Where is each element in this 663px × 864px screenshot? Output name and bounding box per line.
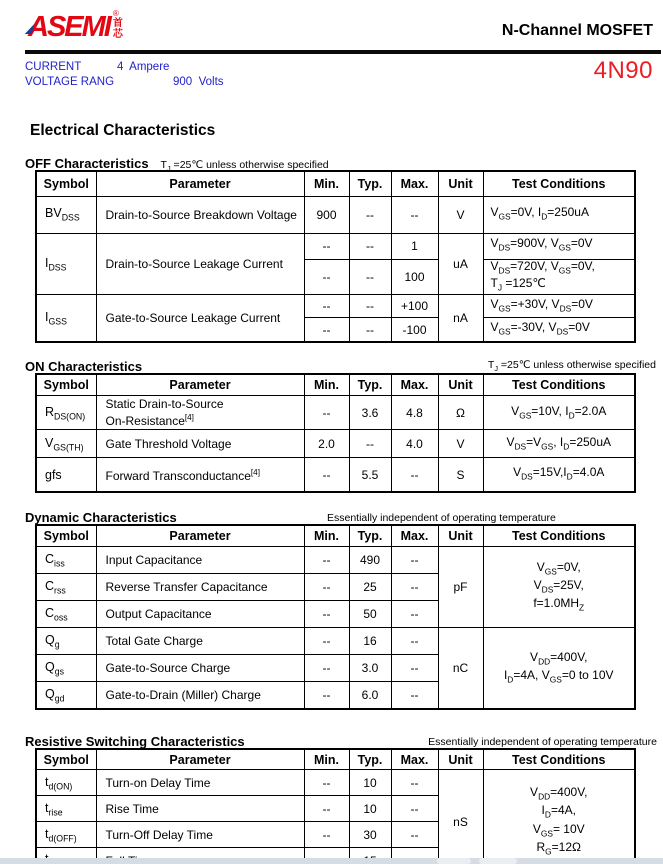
cell-symbol: $t_{rise}$ xyxy=(36,796,96,822)
cell-min: -- xyxy=(304,770,349,796)
cell-max: +100 xyxy=(391,295,438,318)
cell-symbol: $Q_{gs}$ xyxy=(36,655,96,682)
cell-typ: -- xyxy=(349,430,391,458)
section-heading-on xyxy=(25,358,661,373)
cell-typ: 490 xyxy=(349,547,391,574)
table-row xyxy=(36,295,635,318)
cell-unit: nA xyxy=(438,295,483,342)
col-header-min: Min. xyxy=(304,171,349,196)
cell-typ: -- xyxy=(349,295,391,318)
cell-test-conditions: $V_{DS}=900V$, $V_{GS}=0V$ xyxy=(483,233,635,259)
cell-min: -- xyxy=(304,295,349,318)
cell-max: -- xyxy=(391,547,438,574)
cell-typ: -- xyxy=(349,259,391,295)
cell-parameter: Input Capacitance xyxy=(96,547,304,574)
device-type-title: N-Channel MOSFET xyxy=(501,22,653,39)
col-header-symbol: Symbol xyxy=(36,171,96,196)
header-rule xyxy=(25,50,661,54)
cell-parameter: Total Gate Charge xyxy=(96,628,304,655)
cell-parameter: Forward Transconductance[4] xyxy=(96,458,304,492)
col-header-test-conditions: Test Conditions xyxy=(483,171,635,196)
cell-symbol: gfs xyxy=(36,458,96,492)
cell-min: -- xyxy=(304,628,349,655)
cell-unit: V xyxy=(438,196,483,233)
cell-test-conditions: $V_{GS}=0V$, $I_D=250uA$ xyxy=(483,196,635,233)
table-row xyxy=(36,458,635,492)
section-title-dynamic: Dynamic Characteristics xyxy=(25,509,177,525)
section-note-off: $T_J$ =25℃ unless otherwise specified xyxy=(160,159,329,174)
cell-test-conditions: $V_{DD}=400V$, $I_D=4A$, $V_{GS}= 10V$ $R_G=12\Omega$ xyxy=(483,770,635,864)
cell-parameter: Turn-Off Delay Time xyxy=(96,822,304,848)
table-row xyxy=(36,770,635,796)
cell-symbol: $t_{d(ON)}$ xyxy=(36,770,96,796)
cell-symbol: $I_{DSS}$ xyxy=(36,233,96,295)
col-header-test-conditions: Test Conditions xyxy=(483,749,635,770)
col-header-symbol: Symbol xyxy=(36,525,96,547)
dynamic-characteristics-table xyxy=(35,524,636,710)
cell-test-conditions: $V_{GS}=10V$, $I_D=2.0A$ xyxy=(483,396,635,430)
cell-max: -- xyxy=(391,458,438,492)
cell-symbol: $t_{d(OFF)}$ xyxy=(36,822,96,848)
cell-symbol: $C_{rss}$ xyxy=(36,574,96,601)
col-header-unit: Unit xyxy=(438,749,483,770)
cell-unit: pF xyxy=(438,547,483,628)
cell-min: -- xyxy=(304,601,349,628)
cell-typ: 50 xyxy=(349,601,391,628)
col-header-max: Max. xyxy=(391,374,438,396)
cell-max: 4.8 xyxy=(391,396,438,430)
cell-test-conditions: $V_{DS}=V_{GS}$, $I_D=250uA$ xyxy=(483,430,635,458)
cell-max: -- xyxy=(391,628,438,655)
cell-symbol: $C_{oss}$ xyxy=(36,601,96,628)
cell-typ: 3.0 xyxy=(349,655,391,682)
cell-unit: nS xyxy=(438,770,483,864)
col-header-typ: Typ. xyxy=(349,525,391,547)
cell-max: -- xyxy=(391,796,438,822)
cell-max: -100 xyxy=(391,318,438,342)
cell-parameter: Rise Time xyxy=(96,796,304,822)
col-header-max: Max. xyxy=(391,171,438,196)
cell-parameter: Gate-to-Source Charge xyxy=(96,655,304,682)
cell-parameter: Gate-to-Drain (Miller) Charge xyxy=(96,682,304,709)
col-header-unit: Unit xyxy=(438,374,483,396)
cell-parameter: Drain-to-Source Breakdown Voltage xyxy=(96,196,304,233)
table-row xyxy=(36,233,635,259)
table-header-row xyxy=(36,525,635,547)
col-header-parameter: Parameter xyxy=(96,749,304,770)
cell-max: 100 xyxy=(391,259,438,295)
table-row xyxy=(36,396,635,430)
cell-parameter: Drain-to-Source Leakage Current xyxy=(96,233,304,295)
cell-min: -- xyxy=(304,318,349,342)
cell-symbol: $I_{GSS}$ xyxy=(36,295,96,342)
col-header-typ: Typ. xyxy=(349,749,391,770)
scrollbar-fragment xyxy=(437,858,471,864)
section-note-switching: Essentially independent of operating temperature xyxy=(428,735,657,748)
col-header-min: Min. xyxy=(304,749,349,770)
section-note-on: $T_J$ =25℃ unless otherwise specified xyxy=(487,358,656,373)
table-header-row xyxy=(36,171,635,196)
table-header-row xyxy=(36,749,635,770)
cell-max: 4.0 xyxy=(391,430,438,458)
table-header-row xyxy=(36,374,635,396)
section-heading-switching xyxy=(25,733,661,748)
off-characteristics-table xyxy=(35,170,636,343)
cell-min: -- xyxy=(304,574,349,601)
cell-max: 1 xyxy=(391,233,438,259)
col-header-min: Min. xyxy=(304,374,349,396)
registered-trademark-icon: ® xyxy=(112,9,119,18)
cell-typ: 10 xyxy=(349,796,391,822)
col-header-min: Min. xyxy=(304,525,349,547)
cell-typ: 30 xyxy=(349,822,391,848)
section-heading-off xyxy=(25,155,661,174)
cell-min: -- xyxy=(304,655,349,682)
switching-characteristics-table xyxy=(35,748,636,864)
page-bottom-edge xyxy=(0,858,663,864)
summary-block xyxy=(25,57,663,90)
cell-min: -- xyxy=(304,458,349,492)
section-note-dynamic: Essentially independent of operating temperature xyxy=(327,511,556,524)
cell-typ: -- xyxy=(349,233,391,259)
col-header-typ: Typ. xyxy=(349,171,391,196)
col-header-max: Max. xyxy=(391,525,438,547)
cell-symbol: $C_{iss}$ xyxy=(36,547,96,574)
cell-max: -- xyxy=(391,196,438,233)
asemi-logo xyxy=(28,8,123,43)
cell-min: -- xyxy=(304,233,349,259)
cell-unit: S xyxy=(438,458,483,492)
current-value: 4 Ampere xyxy=(117,61,170,73)
col-header-symbol: Symbol xyxy=(36,749,96,770)
cell-typ: 5.5 xyxy=(349,458,391,492)
section-title-on: ON Characteristics xyxy=(25,358,143,374)
cell-typ: -- xyxy=(349,318,391,342)
cell-test-conditions: $V_{GS}=+30V$, $V_{DS}=0V$ xyxy=(483,295,635,318)
table-row xyxy=(36,547,635,574)
cell-parameter: Static Drain-to-Source On-Resistance[4] xyxy=(96,396,304,430)
brand-wordmark: ASEMI xyxy=(28,11,110,43)
cell-typ: 3.6 xyxy=(349,396,391,430)
cell-max: -- xyxy=(391,655,438,682)
cell-parameter: Reverse Transfer Capacitance xyxy=(96,574,304,601)
cell-typ: 6.0 xyxy=(349,682,391,709)
on-characteristics-table xyxy=(35,373,636,493)
cell-unit: Ω xyxy=(438,396,483,430)
col-header-parameter: Parameter xyxy=(96,171,304,196)
cell-min: 2.0 xyxy=(304,430,349,458)
voltage-value: 900 Volts xyxy=(173,76,224,88)
cell-symbol: $V_{GS(TH)}$ xyxy=(36,430,96,458)
cell-min: -- xyxy=(304,547,349,574)
cell-symbol: $BV_{DSS}$ xyxy=(36,196,96,233)
section-title-switching: Resistive Switching Characteristics xyxy=(25,733,245,749)
table-row xyxy=(36,628,635,655)
table-row xyxy=(36,430,635,458)
voltage-rating-line: VOLTAGE RANG 900 Volts xyxy=(25,76,224,88)
cell-symbol: $R_{DS(ON)}$ xyxy=(36,396,96,430)
page-title: Electrical Characteristics xyxy=(30,122,216,139)
col-header-max: Max. xyxy=(391,749,438,770)
cell-typ: 10 xyxy=(349,770,391,796)
section-title-off: OFF Characteristics xyxy=(25,156,149,171)
cell-symbol: $Q_g$ xyxy=(36,628,96,655)
col-header-typ: Typ. xyxy=(349,374,391,396)
cell-test-conditions: $V_{DS}=15V,I_D=4.0A$ xyxy=(483,458,635,492)
scrollbar-fragment xyxy=(479,858,517,864)
cell-min: -- xyxy=(304,796,349,822)
cell-symbol: $Q_{gd}$ xyxy=(36,682,96,709)
col-header-test-conditions: Test Conditions xyxy=(483,374,635,396)
section-heading-dynamic xyxy=(25,509,661,524)
col-header-test-conditions: Test Conditions xyxy=(483,525,635,547)
part-number: 4N90 xyxy=(593,57,653,84)
col-header-unit: Unit xyxy=(438,171,483,196)
current-rating-line: CURRENT 4 Ampere xyxy=(25,61,170,73)
cell-parameter: Gate-to-Source Leakage Current xyxy=(96,295,304,342)
table-row xyxy=(36,196,635,233)
cell-max: -- xyxy=(391,574,438,601)
cell-min: 900 xyxy=(304,196,349,233)
cell-unit: V xyxy=(438,430,483,458)
col-header-parameter: Parameter xyxy=(96,525,304,547)
col-header-parameter: Parameter xyxy=(96,374,304,396)
cell-typ: 16 xyxy=(349,628,391,655)
cell-test-conditions: $V_{DS}=720V$, $V_{GS}=0V$, $T_J$ =125℃ xyxy=(483,259,635,295)
cell-parameter: Output Capacitance xyxy=(96,601,304,628)
brand-cjk-mark: ® 首 芯 xyxy=(112,9,123,40)
page-header xyxy=(28,8,663,50)
cell-max: -- xyxy=(391,601,438,628)
cell-test-conditions: $V_{DD}=400V$, $I_D=4A$, $V_{GS}=0$ to 10V xyxy=(483,628,635,709)
col-header-unit: Unit xyxy=(438,525,483,547)
cell-min: -- xyxy=(304,682,349,709)
cell-max: -- xyxy=(391,682,438,709)
cell-test-conditions: $V_{GS}=0V$, $V_{DS}=25V$, $f=1.0MH_Z$ xyxy=(483,547,635,628)
cell-unit: nC xyxy=(438,628,483,709)
cell-typ: -- xyxy=(349,196,391,233)
cell-test-conditions: $V_{GS}=-30V$, $V_{DS}=0V$ xyxy=(483,318,635,342)
cell-min: -- xyxy=(304,396,349,430)
cell-parameter: Turn-on Delay Time xyxy=(96,770,304,796)
cell-unit: uA xyxy=(438,233,483,295)
cell-typ: 25 xyxy=(349,574,391,601)
cell-max: -- xyxy=(391,770,438,796)
cell-parameter: Gate Threshold Voltage xyxy=(96,430,304,458)
cell-max: -- xyxy=(391,822,438,848)
cell-min: -- xyxy=(304,822,349,848)
col-header-symbol: Symbol xyxy=(36,374,96,396)
cell-min: -- xyxy=(304,259,349,295)
